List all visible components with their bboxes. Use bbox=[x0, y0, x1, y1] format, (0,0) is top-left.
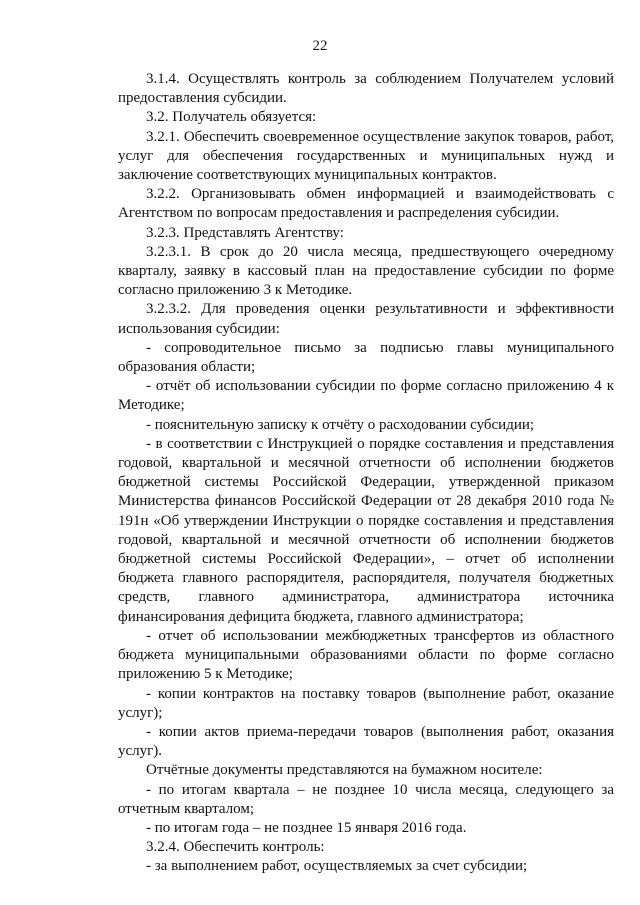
paragraph-reporting-medium: Отчётные документы представляются на бумажном носителе: bbox=[146, 762, 543, 779]
paragraph-3-1-4: 3.1.4. Осуществлять контроль за соблюдением Получателем условий предоставления субсидии. bbox=[118, 71, 614, 107]
paragraph-3-2: 3.2. Получатель обязуется: bbox=[146, 109, 317, 126]
paragraph-3-2-3-2: 3.2.3.2. Для проведения оценки результативности и эффективности использования субсидии: bbox=[118, 301, 614, 337]
paragraph-3-2-3-1: 3.2.3.1. В срок до 20 числа месяца, предшествующего очередному кварталу, заявку в кассовый план на предоставление субсидии по форме согласно приложению 3 к Методике. bbox=[118, 243, 614, 299]
document-body bbox=[118, 70, 614, 877]
list-item-explanatory-note: - пояснительную записку к отчёту о расходовании субсидии; bbox=[146, 416, 535, 433]
paragraph-3-2-4: 3.2.4. Обеспечить контроль: bbox=[146, 839, 325, 856]
list-item-budget-execution-report: - в соответствии с Инструкцией о порядке составления и представления годовой, квартальной и месячной отчетности об исполнении бюджетов бюджетной системы Российской Федерации, утвержденной приказом Министерства финансов Российской Федерации от 28 декабря 2010 года № 191н «Об утверждении Инструкции о порядке составления и представления годовой, квартальной и месячной отчетности об исполнении бюджетов бюджетной системы Российской Федерации», – отчет об исполнении бюджета главного распорядителя, распорядителя, получателя бюджетных средств, главного администратора, администратора источника финансирования дефицита бюджета, главного администратора; bbox=[118, 435, 614, 625]
paragraph-3-2-2: 3.2.2. Организовывать обмен информацией и взаимодействовать с Агентством по вопросам предоставления и распределения субсидии. bbox=[118, 186, 614, 222]
list-item-usage-report: - отчёт об использовании субсидии по форме согласно приложению 4 к Методике; bbox=[118, 378, 614, 414]
list-item-acceptance-act-copies: - копии актов приема-передачи товаров (выполнения работ, оказания услуг). bbox=[118, 723, 614, 760]
paragraph-3-2-3: 3.2.3. Представлять Агентству: bbox=[146, 224, 344, 241]
list-item-interbudget-transfers-report: - отчет об использовании межбюджетных трансфертов из областного бюджета муниципальными образованиями области по форме согласно приложению 5 к Методике; bbox=[118, 627, 614, 683]
list-item-quarterly-deadline: - по итогам квартала – не позднее 10 числа месяца, следующего за отчетным кварталом; bbox=[118, 781, 614, 817]
list-item-contract-copies: - копии контрактов на поставку товаров (выполнение работ, оказание услуг); bbox=[118, 685, 614, 721]
list-item-cover-letter: - сопроводительное письмо за подписью главы муниципального образования области; bbox=[118, 339, 614, 376]
list-item-annual-deadline: - по итогам года – не позднее 15 января 2016 года. bbox=[146, 819, 467, 836]
list-item-works-control: - за выполнением работ, осуществляемых за счет субсидии; bbox=[146, 858, 528, 875]
page-number: 22 bbox=[312, 38, 328, 54]
paragraph-3-2-1: 3.2.1. Обеспечить своевременное осуществление закупок товаров, работ, услуг для обеспечения государственных и муниципальных нужд и заключение соответствующих муниципальных контрактов. bbox=[118, 128, 614, 184]
